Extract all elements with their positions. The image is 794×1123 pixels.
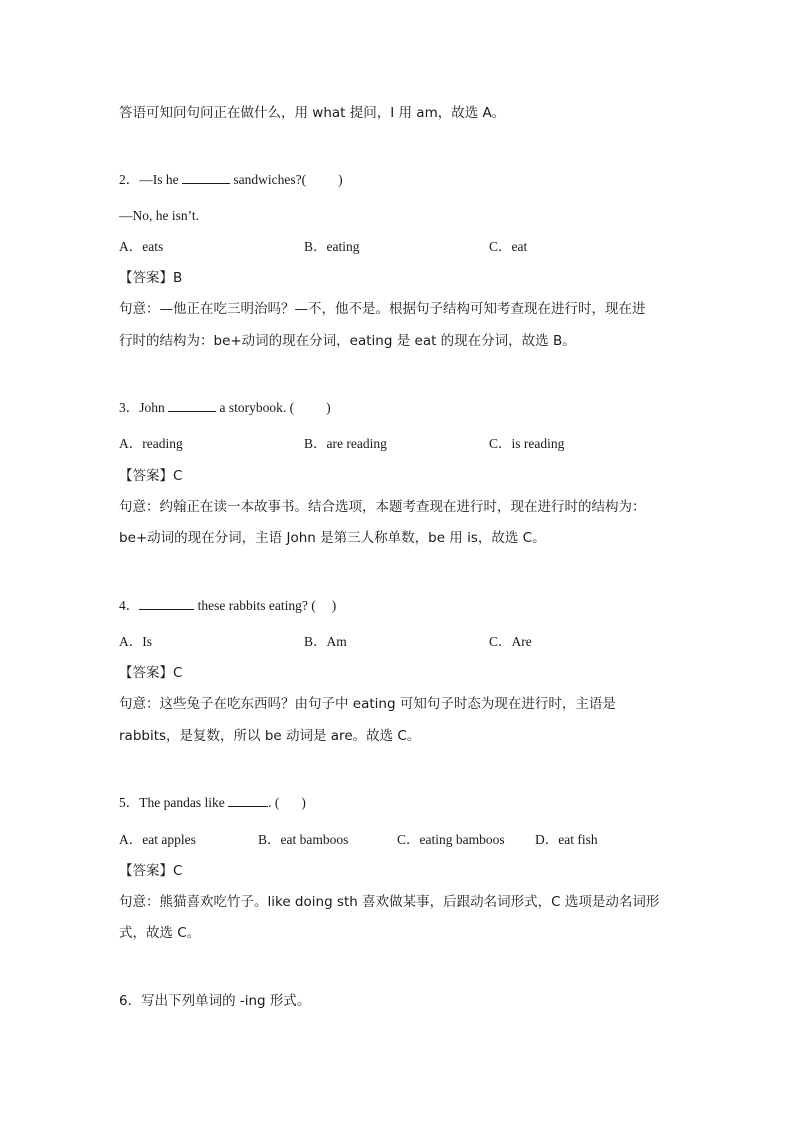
q3-blank — [168, 399, 216, 412]
intro-explanation: 答语可知问句问正在做什么，用 what 提问，I 用 am，故选 A。 — [119, 105, 506, 121]
q5-stem-after: . ( — [268, 795, 280, 810]
q5-stem-before: 5．The pandas like — [119, 795, 225, 810]
q2-stem-after: sandwiches?( — [233, 172, 307, 187]
question-3-stem — [119, 398, 331, 418]
q4-blank — [139, 597, 194, 610]
q4-option-c: C．Are — [489, 634, 532, 649]
q4-stem-before: 4． — [119, 598, 140, 613]
q2-option-c: C．eat — [489, 239, 528, 254]
q4-answer: 【答案】C — [119, 665, 183, 681]
q2-explanation-line-2: 行时的结构为：be+动词的现在分词，eating 是 eat 的现在分词，故选 B。 — [119, 333, 576, 349]
q3-answer: 【答案】C — [119, 468, 183, 484]
question-2-reply: —No, he isn’t. — [119, 208, 199, 223]
q4-explanation-line-1: 句意：这些兔子在吃东西吗？由句子中 eating 可知句子时态为现在进行时，主语是 — [119, 696, 616, 712]
q2-option-b: B．eating — [304, 239, 360, 254]
q2-stem-close: ) — [338, 172, 343, 187]
q2-option-a: A．eats — [119, 239, 164, 254]
q5-answer: 【答案】C — [119, 863, 183, 879]
q5-explanation-line-2: 式，故选 C。 — [119, 925, 201, 941]
q4-option-b: B．Am — [304, 634, 347, 649]
q5-option-d: D．eat fish — [535, 832, 598, 847]
q3-stem-close: ) — [326, 400, 331, 415]
q2-blank — [182, 171, 230, 184]
q3-explanation-line-2: be+动词的现在分词，主语 John 是第三人称单数，be 用 is，故选 C。 — [119, 530, 546, 546]
q2-explanation-line-1: 句意：—他正在吃三明治吗？—不，他不是。根据句子结构可知考查现在进行时，现在进 — [119, 301, 646, 317]
q5-option-c: C．eating bamboos — [397, 832, 505, 847]
q4-explanation-line-2: rabbits，是复数，所以 be 动词是 are。故选 C。 — [119, 728, 421, 744]
question-2-stem — [119, 170, 343, 190]
q2-stem-before: 2．—Is he — [119, 172, 179, 187]
q4-option-a: A．Is — [119, 634, 152, 649]
q5-stem-close: ) — [301, 795, 306, 810]
question-6-stem: 6．写出下列单词的 -ing 形式。 — [119, 993, 311, 1009]
q3-option-b: B．are reading — [304, 436, 387, 451]
q2-answer: 【答案】B — [119, 270, 183, 286]
q3-explanation-line-1: 句意：约翰正在读一本故事书。结合选项，本题考查现在进行时，现在进行时的结构为： — [119, 499, 646, 515]
q5-option-a: A．eat apples — [119, 832, 196, 847]
q5-blank — [228, 794, 268, 807]
q3-option-c: C．is reading — [489, 436, 565, 451]
q3-stem-after: a storybook. ( — [219, 400, 295, 415]
q4-stem-close: ) — [331, 598, 337, 613]
q5-option-b: B．eat bamboos — [258, 832, 349, 847]
q4-stem-after: these rabbits eating? ( — [197, 598, 316, 613]
q5-explanation-line-1: 句意：熊猫喜欢吃竹子。like doing sth 喜欢做某事，后跟动名词形式，C 选项是动名词形 — [119, 894, 660, 910]
question-4-stem — [119, 596, 336, 616]
question-5-stem — [119, 793, 306, 813]
q3-option-a: A．reading — [119, 436, 183, 451]
q3-stem-before: 3．John — [119, 400, 165, 415]
